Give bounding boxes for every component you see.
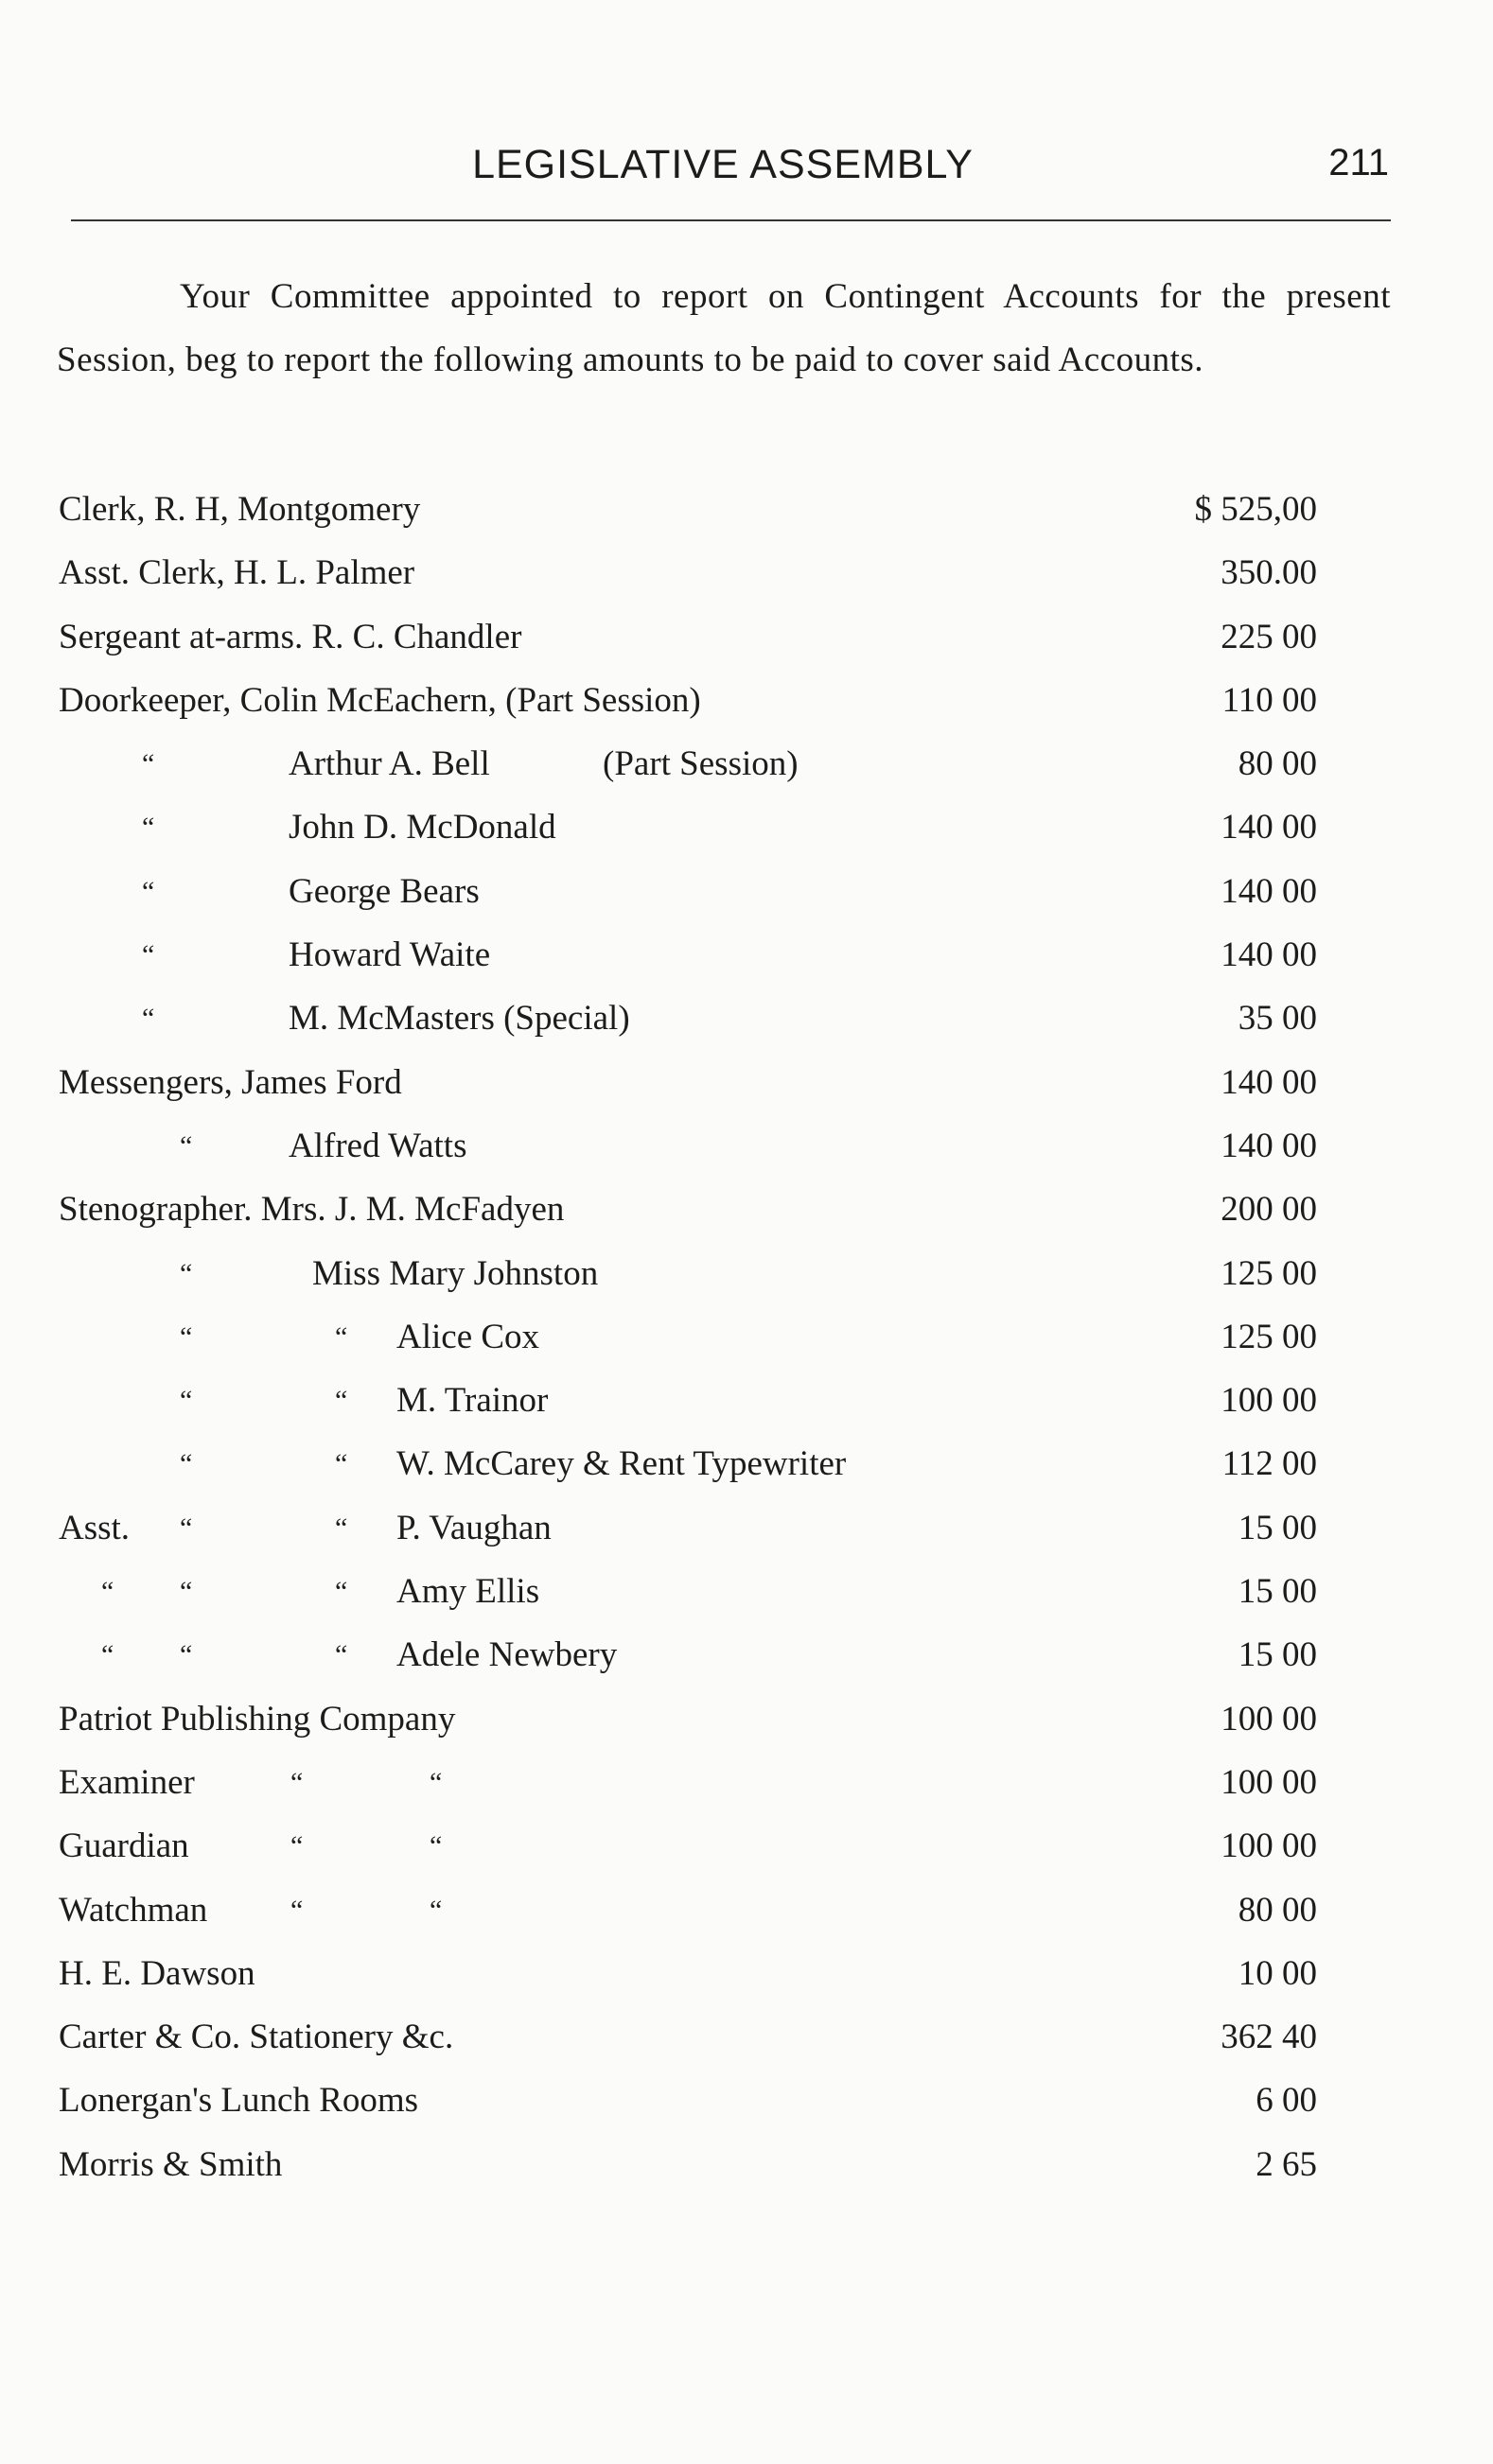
amount-value: 6 00: [1256, 2081, 1317, 2121]
ledger-row: [59, 732, 1317, 795]
ledger-row: [59, 1814, 1317, 1878]
ledger-row: [59, 1432, 1317, 1495]
ditto-mark: “: [180, 1512, 193, 1544]
payee-text: M. McMasters (Special): [289, 999, 630, 1039]
ditto-mark: “: [335, 1320, 348, 1353]
amount-value: 80 00: [1238, 1890, 1317, 1930]
ditto-mark: “: [430, 1830, 443, 1862]
ditto-mark: “: [430, 1766, 443, 1798]
ditto-mark: “: [142, 875, 155, 907]
ditto-mark: “: [430, 1894, 443, 1926]
ditto-mark: “: [290, 1830, 304, 1862]
ledger-row: [59, 1178, 1317, 1241]
amount-value: 100 00: [1221, 1381, 1317, 1421]
ledger-row: [59, 1496, 1317, 1560]
ditto-mark: “: [180, 1576, 193, 1608]
payee-text: John D. McDonald: [289, 808, 556, 848]
amount-value: 125 00: [1221, 1253, 1317, 1293]
ledger-row: [59, 795, 1317, 859]
amount-value: 140 00: [1221, 808, 1317, 848]
payee-text: Stenographer. Mrs. J. M. McFadyen: [59, 1190, 565, 1230]
amount-value: 140 00: [1221, 935, 1317, 975]
ditto-mark: “: [142, 812, 155, 844]
payee-text: Sergeant at-arms. R. C. Chandler: [59, 617, 522, 656]
payee-text: (Part Session): [603, 744, 799, 784]
amount-value: 15 00: [1238, 1635, 1317, 1675]
ledger-row: [59, 923, 1317, 987]
ledger-row: [59, 987, 1317, 1050]
payee-text: Guardian: [59, 1826, 189, 1866]
ditto-mark: “: [335, 1448, 348, 1480]
amount-value: 200 00: [1221, 1190, 1317, 1230]
ledger-row: [59, 2133, 1317, 2196]
amount-value: 100 00: [1221, 1699, 1317, 1739]
ledger-row: [59, 1114, 1317, 1178]
payee-text: Lonergan's Lunch Rooms: [59, 2081, 419, 2121]
amount-value: 140 00: [1221, 1062, 1317, 1102]
payee-text: Patriot Publishing Company: [59, 1699, 456, 1739]
ditto-mark: “: [180, 1129, 193, 1162]
payee-text: M. Trainor: [396, 1381, 549, 1421]
ditto-mark: “: [180, 1385, 193, 1417]
ditto-mark: “: [180, 1639, 193, 1671]
amount-value: 125 00: [1221, 1317, 1317, 1356]
payee-text: W. McCarey & Rent Typewriter: [396, 1444, 847, 1484]
ledger-row: [59, 478, 1317, 541]
ditto-mark: “: [180, 1257, 193, 1289]
amount-value: 2 65: [1256, 2144, 1317, 2184]
amount-value: 35 00: [1238, 999, 1317, 1039]
ditto-mark: “: [335, 1385, 348, 1417]
payee-text: Morris & Smith: [59, 2144, 283, 2184]
amount-value: 10 00: [1238, 1953, 1317, 1993]
ledger-row: [59, 2069, 1317, 2132]
ledger-row: [59, 1369, 1317, 1432]
ditto-mark: “: [335, 1576, 348, 1608]
ledger-row: [59, 1623, 1317, 1686]
amount-value: 112 00: [1221, 1444, 1317, 1484]
ledger-row: [59, 1560, 1317, 1623]
ledger-row: [59, 1242, 1317, 1305]
payee-text: Alice Cox: [396, 1317, 540, 1356]
ledger-row: [59, 2005, 1317, 2069]
amount-value: 362 40: [1221, 2018, 1317, 2057]
payee-text: George Bears: [289, 871, 480, 911]
payee-text: Doorkeeper, Colin McEachern, (Part Session): [59, 680, 701, 720]
amount-value: 225 00: [1221, 617, 1317, 656]
amount-value: 140 00: [1221, 871, 1317, 911]
payee-text: Asst.: [59, 1508, 131, 1547]
ledger-row: [59, 669, 1317, 732]
ditto-mark: “: [142, 1003, 155, 1035]
ledger-row: [59, 1305, 1317, 1369]
payee-text: Messengers, James Ford: [59, 1062, 402, 1102]
page-number: 211: [1328, 142, 1389, 183]
amount-value: 15 00: [1238, 1508, 1317, 1547]
ledger-row: [59, 860, 1317, 923]
payee-text: Asst. Clerk, H. L. Palmer: [59, 553, 415, 593]
ditto-mark: “: [335, 1512, 348, 1544]
payee-text: Arthur A. Bell: [289, 744, 490, 784]
payee-text: Howard Waite: [289, 935, 491, 975]
ditto-mark: “: [180, 1320, 193, 1353]
ditto-mark: “: [335, 1639, 348, 1671]
ditto-mark: “: [101, 1639, 114, 1671]
ditto-mark: “: [290, 1766, 304, 1798]
ditto-mark: “: [101, 1576, 114, 1608]
payee-text: Alfred Watts: [289, 1126, 467, 1165]
payee-text: Examiner: [59, 1762, 195, 1802]
payee-text: Amy Ellis: [396, 1572, 540, 1612]
payee-text: Clerk, R. H, Montgomery: [59, 490, 421, 529]
intro-paragraph: Your Committee appointed to report on Contingent Accounts for the present Session, beg to report the following amounts to be paid to cover said Accounts.: [57, 277, 1391, 379]
payee-text: Miss Mary Johnston: [312, 1253, 599, 1293]
ledger-row: [59, 1879, 1317, 1942]
ledger-row: [59, 1942, 1317, 2005]
payee-text: Carter & Co. Stationery &c.: [59, 2018, 454, 2057]
ledger-row: [59, 1051, 1317, 1114]
ditto-mark: “: [180, 1448, 193, 1480]
ledger-row: [59, 1687, 1317, 1751]
page-title: LEGISLATIVE ASSEMBLY: [472, 142, 974, 187]
payee-text: P. Vaughan: [396, 1508, 552, 1547]
ledger-row: [59, 1751, 1317, 1814]
amount-value: 80 00: [1238, 744, 1317, 784]
payee-text: Adele Newbery: [396, 1635, 618, 1675]
ditto-mark: “: [142, 939, 155, 971]
page-header: [57, 142, 1389, 199]
accounts-ledger: [59, 478, 1317, 2196]
ledger-row: [59, 605, 1317, 669]
amount-value: 110 00: [1221, 680, 1317, 720]
amount-value: $ 525,00: [1194, 490, 1317, 529]
amount-value: 100 00: [1221, 1826, 1317, 1866]
payee-text: H. E. Dawson: [59, 1953, 255, 1993]
ditto-mark: “: [290, 1894, 304, 1926]
ditto-mark: “: [142, 748, 155, 780]
amount-value: 350.00: [1221, 553, 1317, 593]
amount-value: 140 00: [1221, 1126, 1317, 1165]
amount-value: 100 00: [1221, 1762, 1317, 1802]
payee-text: Watchman: [59, 1890, 208, 1930]
amount-value: 15 00: [1238, 1572, 1317, 1612]
header-rule: [71, 219, 1391, 221]
ledger-row: [59, 541, 1317, 604]
